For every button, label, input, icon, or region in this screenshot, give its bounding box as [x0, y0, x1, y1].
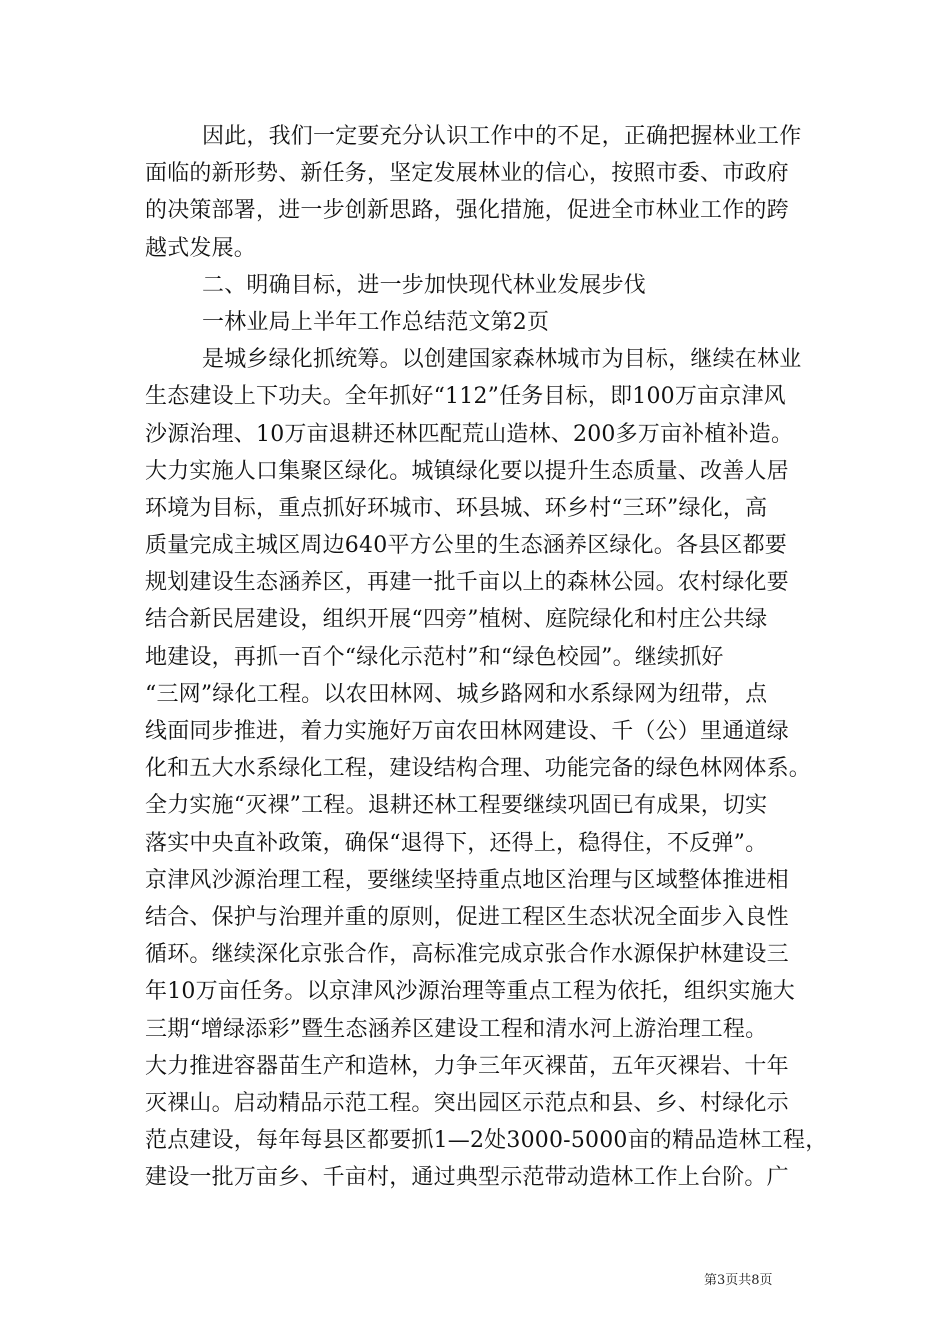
paragraph-line: 面临的新形势、新任务，坚定发展林业的信心，按照市委、市政府: [145, 161, 789, 187]
body-text: [145, 118, 828, 1196]
paragraph-line: 沙源治理、10万亩退耕还林匹配荒山造林、200多万亩补植补造。: [145, 421, 794, 447]
paragraph-line: 全力实施“灭裸”工程。退耕还林工程要继续巩固已有成果，切实: [145, 793, 768, 819]
paragraph-line: 建设一批万亩乡、千亩村，通过典型示范带动造林工作上台阶。广: [145, 1165, 789, 1191]
page-number-footer: 第3页共8页: [704, 1273, 773, 1288]
paragraph-line: 质量完成主城区周边640平方公里的生态涵养区绿化。各县区都要: [145, 533, 787, 559]
paragraph-line: 环境为目标，重点抓好环城市、环县城、环乡村“三环”绿化，高: [145, 495, 768, 521]
paragraph-line: 生态建设上下功夫。全年抓好“112”任务目标，即100万亩京津风: [145, 384, 786, 410]
paragraph-line: 结合、保护与治理并重的原则，促进工程区生态状况全面步入良性: [145, 904, 789, 930]
section-heading: 二、明确目标，进一步加快现代林业发展步伐: [202, 272, 647, 298]
paragraph-line: 线面同步推进，着力实施好万亩农田林网建设、千（公）里通道绿: [145, 719, 789, 744]
paragraph-line: 范点建设，每年每县区都要抓1—2处3000-5000亩的精品造林工程，: [145, 1128, 828, 1154]
paragraph-line: 灭裸山。启动精品示范工程。突出园区示范点和县、乡、村绿化示: [145, 1090, 789, 1116]
paragraph-line: 规划建设生态涵养区，再建一批千亩以上的森林公园。农村绿化要: [145, 570, 789, 596]
paragraph-line: 年10万亩任务。以京津风沙源治理等重点工程为依托，组织实施大: [145, 979, 795, 1005]
paragraph-line: 越式发展。: [145, 235, 257, 261]
paragraph-line: 结合新民居建设，组织开展“四旁”植树、庭院绿化和村庄公共绿: [145, 607, 768, 633]
paragraph-line: 落实中央直补政策，确保“退得下，还得上，稳得住，不反弹”。: [145, 830, 768, 856]
paragraph-line: 地建设，再抓一百个“绿化示范村”和“绿色校园”。继续抓好: [145, 644, 724, 670]
paragraph-line: 是城乡绿化抓统筹。以创建国家森林城市为目标，继续在林业: [202, 347, 802, 373]
paragraph-line: 京津风沙源治理工程，要继续坚持重点地区治理与区域整体推进相: [145, 867, 789, 893]
paragraph-line: 化和五大水系绿化工程，建设结构合理、功能完备的绿色林网体系。: [145, 756, 812, 782]
paragraph-line: 三期“增绿添彩”暨生态涵养区建设工程和清水河上游治理工程。: [145, 1016, 768, 1042]
paragraph-line: “三网”绿化工程。以农田林网、城乡路网和水系绿网为纽带，点: [145, 681, 768, 707]
paragraph-line: 循环。继续深化京张合作，高标准完成京张合作水源保护林建设三: [145, 942, 789, 968]
page-running-title: 一林业局上半年工作总结范文第2页: [202, 309, 550, 335]
paragraph-line: 的决策部署，进一步创新思路，强化措施，促进全市林业工作的跨: [145, 198, 789, 224]
paragraph-line: 大力推进容器苗生产和造林，力争三年灭裸苗，五年灭裸岩、十年: [145, 1053, 789, 1079]
paragraph-line: 因此，我们一定要充分认识工作中的不足，正确把握林业工作: [202, 124, 802, 149]
paragraph-line: 大力实施人口集聚区绿化。城镇绿化要以提升生态质量、改善人居: [145, 458, 789, 484]
